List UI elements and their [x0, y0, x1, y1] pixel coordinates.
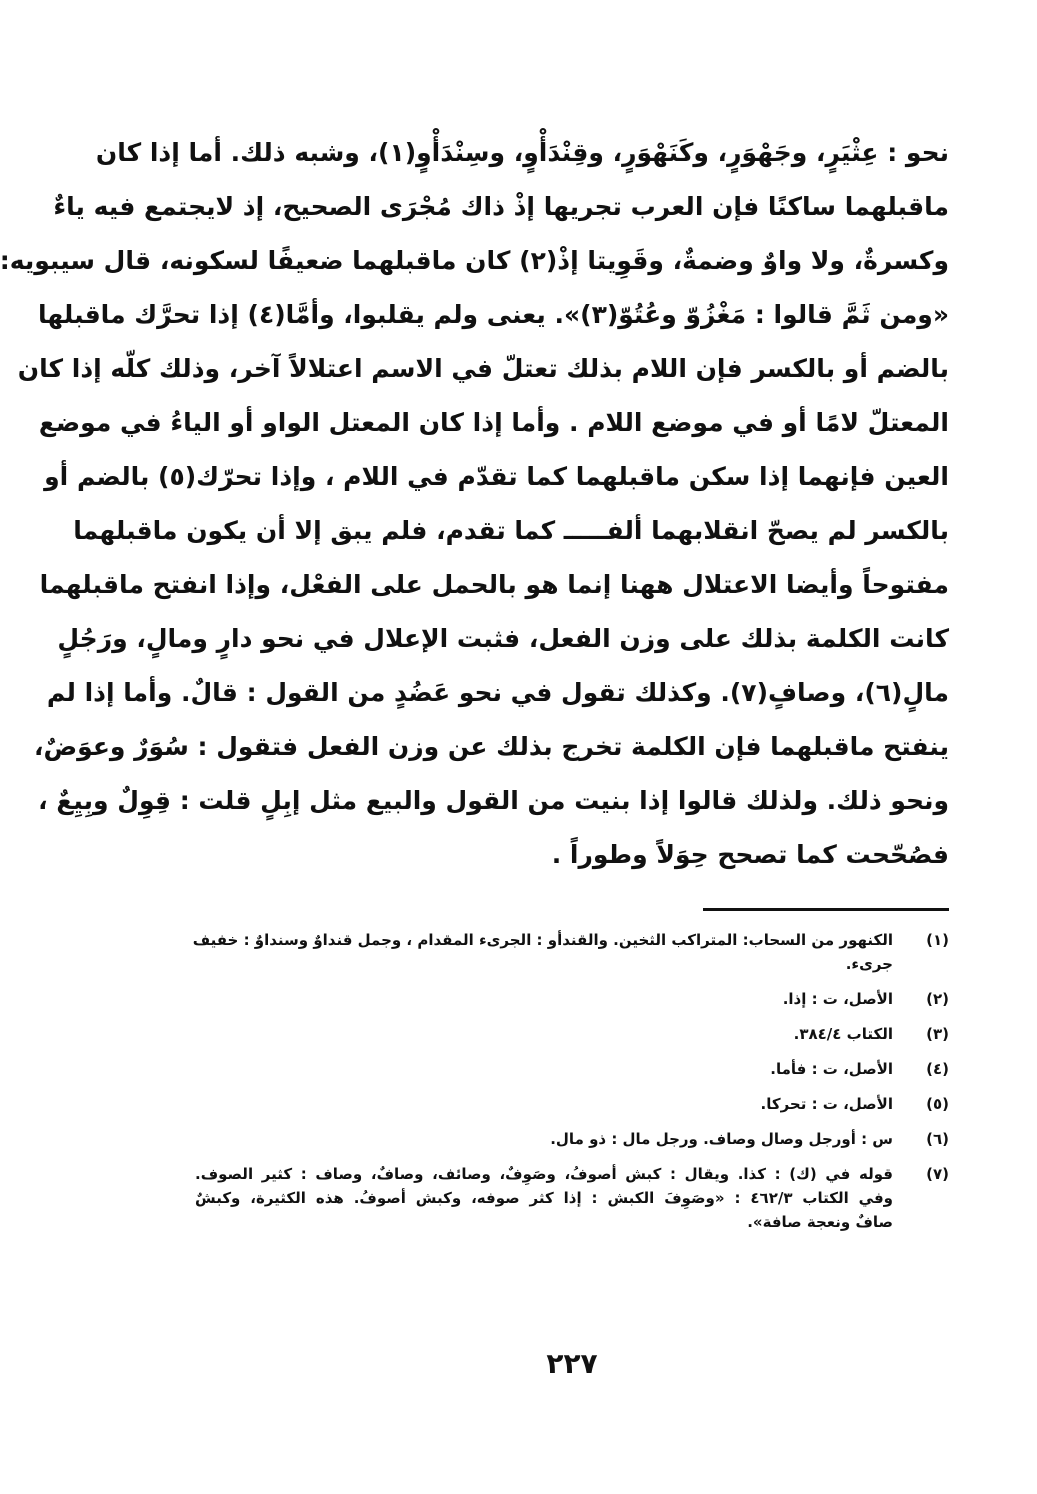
text-line: فصُحّحت كما تصحح حِوَلاً وطوراً . [551, 840, 949, 869]
footnote-number: (٥) [926, 1095, 949, 1113]
text-line: «ومن ثَمَّ قالوا : مَغْزُوّ وعُتُوّ(٣)». يعنى ولم يقلبوا، وأمَّا(٤) إذا تحرَّك ماقبلها [38, 300, 949, 329]
footnote-line: قوله في (ك) : كذا. ويقال : كبش أصوفُ، وصَوِفٌ، وصائف، وصافٌ، وصاف : كثير الصوف. [195, 1165, 893, 1183]
footnote-separator [703, 908, 949, 911]
footnotes [192, 928, 949, 1245]
footnote-line: وفي الكتاب ٤٦٢/٣ : «وصَوِفَ الكبش : إذا كثر صوفه، وكبش أصوفُ. هذه الكثيرة، وكبشٌ [195, 1189, 893, 1207]
page-number: ٢٢٧ [546, 1347, 598, 1380]
text-line: مالٍ(٦)، وصافٍ(٧). وكذلك تقول في نحو عَضُدٍ من القول : قالٌ. وأما إذا لم [46, 678, 949, 707]
footnote-line: س : أورجل وصال وصاف. ورجل مال : ذو مال. [550, 1130, 893, 1148]
text-line: ونحو ذلك. ولذلك قالوا إذا بنيت من القول والبيع مثل إبِلٍ قلت : قِوِلٌ وبِيِعٌ ، [38, 786, 949, 815]
footnote [195, 1127, 949, 1151]
footnote-line: صافٌ ونعجة صافة». [747, 1213, 893, 1231]
footnote-line: الكتاب ٣٨٤/٤. [793, 1025, 893, 1043]
footnote-line: الكنهور من السحاب: المتراكب الثخين. والقندأو : الجرىء المقدام ، وجمل قنداوٌ وسنداوٌ : خفيف [192, 931, 893, 949]
text-line: نحو : عِثْيَرٍ، وجَهْوَرٍ، وكَنَهْوَرٍ، وقِنْدَأْوٍ، وسِنْدَأْوٍ(١)، وشبه ذلك. أما إذا كان [95, 138, 949, 167]
text-line: ماقبلهما ساكنًا فإن العرب تجريها إذْ ذاك مُجْرَى الصحيح، إذ لايجتمع فيه ياءٌ [53, 192, 949, 221]
footnote [195, 1022, 949, 1046]
footnote-number: (٧) [926, 1165, 949, 1183]
text-line: وكسرةٌ، ولا واوٌ وضمةٌ، وقَوِيتا إذْ(٢) كان ماقبلهما ضعيفًا لسكونه، قال سيبويه: [0, 246, 949, 275]
footnote-line: الأصل، ت : فأما. [770, 1060, 893, 1078]
footnote-line: جرىء. [845, 955, 893, 973]
footnote [195, 1092, 949, 1116]
footnote-number: (١) [926, 931, 949, 949]
text-line: كانت الكلمة بذلك على وزن الفعل، فثبت الإعلال في نحو دارٍ ومالٍ، ورَجُلٍ [57, 624, 949, 653]
text-line: المعتلّ لامًا أو في موضع اللام . وأما إذا كان المعتل الواو أو الياءُ في موضع [38, 408, 949, 437]
footnote-number: (٣) [926, 1025, 949, 1043]
text-line: بالضم أو بالكسر فإن اللام بذلك تعتلّ في الاسم اعتلالاً آخر، وذلك كلّه إذا كان [17, 354, 949, 383]
text-line: العين فإنهما إذا سكن ماقبلهما كما تقدّم في اللام ، وإذا تحرّك(٥) بالضم أو [44, 462, 949, 491]
text-line: مفتوحاً وأيضا الاعتلال ههنا إنما هو بالحمل على الفعْل، وإذا انفتح ماقبلهما [39, 570, 949, 599]
main-text [0, 126, 949, 882]
footnote-line: الأصل، ت : إذا. [782, 990, 893, 1008]
footnote [192, 928, 949, 976]
footnote [195, 987, 949, 1011]
footnote-number: (٢) [926, 990, 949, 1008]
footnote [195, 1162, 949, 1234]
footnote-line: الأصل، ت : تحركا. [760, 1095, 893, 1113]
text-line: ينفتح ماقبلهما فإن الكلمة تخرج بذلك عن وزن الفعل فتقول : سُوَرٌ وعوَضٌ، [34, 732, 949, 761]
footnote [195, 1057, 949, 1081]
text-line: بالكسر لم يصحّ انقلابهما ألفـــــ كما تقدم، فلم يبق إلا أن يكون ماقبلهما [73, 516, 949, 545]
footnote-number: (٤) [926, 1060, 949, 1078]
footnote-number: (٦) [926, 1130, 949, 1148]
